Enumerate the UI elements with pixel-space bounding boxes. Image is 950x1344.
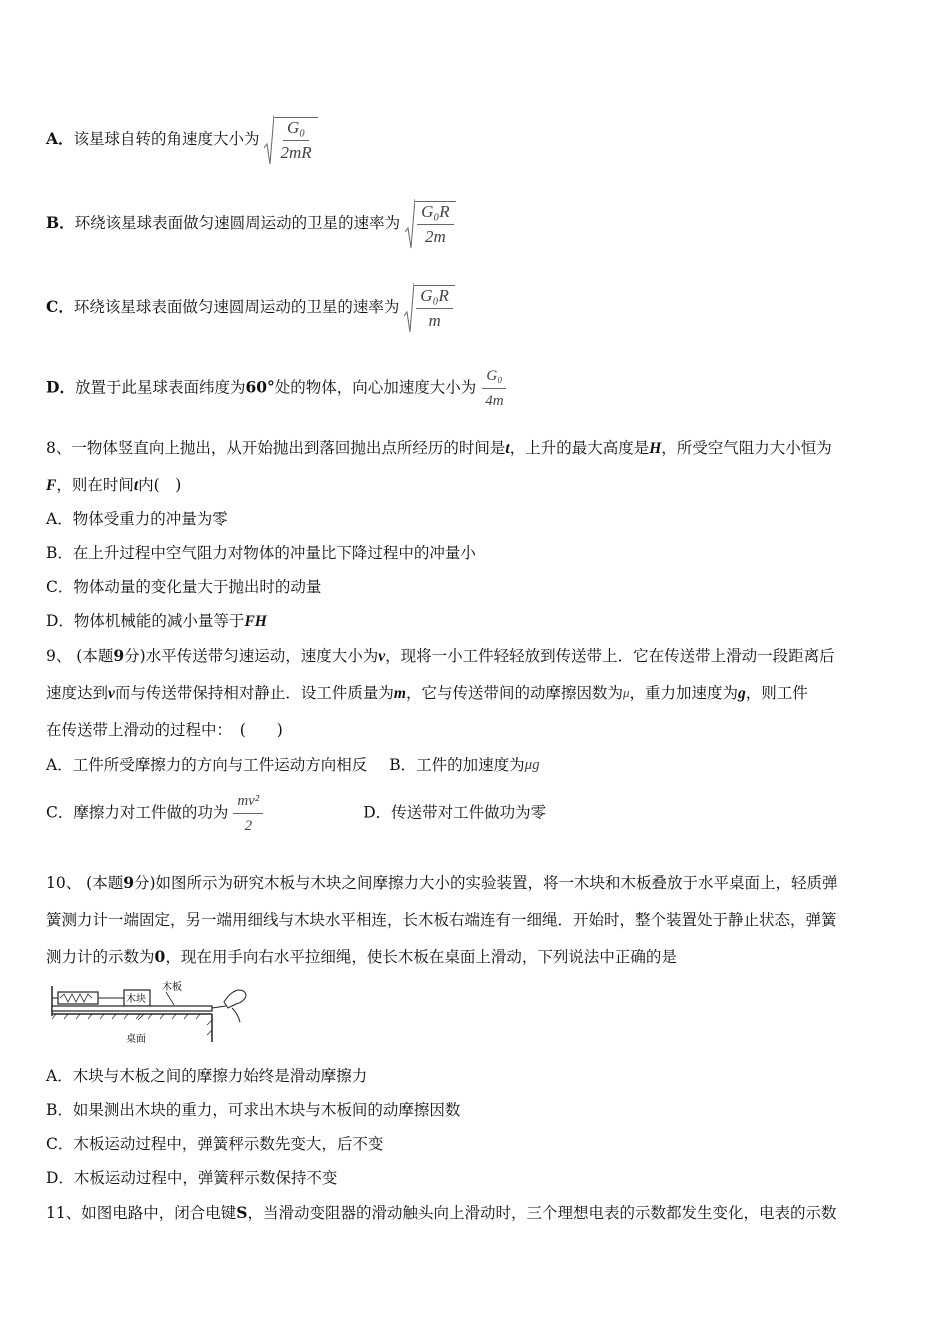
option-text: 该星球自转的角速度大小为	[73, 130, 260, 148]
q10-text: 分)如图所示为研究木板与木块之间摩擦力大小的实验装置，将一木块和木板叠放于水平桌面上，轻质弹	[134, 874, 838, 892]
q10-stem-line-3	[46, 946, 677, 968]
var-v: v	[108, 685, 115, 702]
experiment-diagram	[46, 980, 251, 1050]
option-text: 处的物体，向心加速度大小为	[274, 378, 477, 397]
frac-denominator: 2m	[424, 227, 446, 246]
q9-option-a: A．工件所受摩擦力的方向与工件运动方向相反	[46, 756, 368, 774]
q10-option-d: D．木板运动过程中，弹簧秤示数保持不变	[46, 1169, 338, 1187]
frac-denominator: m	[428, 311, 441, 330]
fraction-formula	[481, 366, 507, 411]
option-text: 放置于此星球表面纬度为	[74, 378, 246, 397]
q9-options-cd	[46, 791, 546, 836]
sqrt-formula	[404, 282, 455, 334]
q9-option-d: D．传送带对工件做功为零	[363, 803, 547, 822]
q8-text: ，上升的最大高度是	[509, 439, 650, 457]
q9-options-ab	[46, 754, 540, 776]
var-mu-g: μg	[524, 757, 540, 773]
q10-text: 测力计的示数为	[46, 948, 155, 966]
var-mu: μ	[623, 685, 630, 700]
q8-stem-line-2	[46, 474, 181, 497]
score: 9	[123, 873, 134, 892]
q8-text: 8、一物体竖直向上抛出，从开始抛出到落回抛出点所经历的时间是	[46, 439, 506, 457]
q11-text: 11、如图电路中，闭合电键	[46, 1204, 237, 1222]
q9-stem-line-2	[46, 682, 808, 705]
option-label: B．	[46, 213, 75, 232]
q10-text: 10、 (本题	[46, 874, 124, 892]
frac-denominator: 2mR	[280, 143, 312, 162]
board-pointer	[166, 992, 174, 1005]
q7-option-c	[46, 282, 455, 334]
var-g: g	[738, 685, 746, 702]
q9-option-b: B．工件的加速度为	[389, 756, 525, 774]
block-label: 木块	[126, 994, 146, 1005]
sqrt-formula	[264, 114, 317, 166]
q8-option-b: B．在上升过程中空气阻力对物体的冲量比下降过程中的冲量小	[46, 544, 476, 562]
q9-text: 分)水平传送带匀速运动，速度大小为	[124, 647, 379, 665]
q9-stem-line-3: 在传送带上滑动的过程中： ( )	[46, 721, 283, 739]
table-hatch	[52, 1014, 212, 1035]
q10-option-c: C．木板运动过程中，弹簧秤示数先变大，后不变	[46, 1135, 384, 1153]
q7-option-d	[46, 366, 508, 411]
frac-numerator: G₀	[482, 366, 506, 389]
option-label: A．	[46, 129, 74, 148]
q9-option-c: C．摩擦力对工件做的功为	[46, 803, 229, 822]
board	[52, 1006, 212, 1011]
var-t: t	[505, 440, 510, 457]
q9-stem-line-1	[46, 645, 835, 668]
value-zero: 0	[154, 947, 166, 966]
radical-sign	[404, 282, 414, 334]
sqrt-formula	[405, 198, 456, 250]
q9-text: 而与传送带保持相对静止．设工件质量为	[114, 684, 394, 702]
arm	[232, 1008, 240, 1022]
option-label: C．	[46, 297, 74, 316]
q7-option-b	[46, 198, 456, 250]
frac-numerator: G₀R	[417, 202, 454, 225]
q7-option-a	[46, 114, 318, 166]
option-text: 环绕该星球表面做匀速圆周运动的卫星的速率为	[74, 214, 401, 232]
var-S: S	[236, 1203, 248, 1222]
option-text: D．物体机械能的减小量等于	[46, 612, 245, 630]
var-m: m	[393, 685, 406, 702]
option-label: D．	[46, 377, 75, 397]
radical-sign	[264, 114, 274, 166]
apparatus-drawing	[46, 980, 251, 1046]
q11-text: ，当滑动变阻器的滑动触头向上滑动时，三个理想电表的示数都发生变化，电表的示数	[247, 1204, 837, 1222]
q8-option-a: A．物体受重力的冲量为零	[46, 510, 228, 528]
var-v: v	[378, 648, 386, 665]
frac-numerator: G₀	[283, 118, 309, 141]
frac-numerator: mv²	[233, 791, 263, 814]
board-label: 木板	[162, 982, 182, 993]
var-t: t	[133, 477, 139, 494]
q9-text: ，现将一小工件轻轻放到传送带上．它在传送带上滑动一段距离后	[385, 647, 835, 665]
q9-text: ，重力加速度为	[629, 684, 739, 702]
var-FH: FH	[244, 613, 267, 630]
frac-denominator: 2	[244, 818, 253, 834]
q9-text: 速度达到	[46, 684, 109, 702]
rope	[212, 1006, 226, 1008]
q10-text: ，现在用手向右水平拉细绳，使长木板在桌面上滑动，下列说法中正确的是	[165, 948, 677, 966]
radical-sign	[405, 198, 415, 250]
option-text: 环绕该星球表面做匀速圆周运动的卫星的速率为	[73, 298, 400, 316]
q9-text: 9、 (本题	[46, 647, 114, 665]
var-F: F	[46, 477, 57, 494]
degree-value: 60°	[245, 377, 275, 397]
q8-text: ，则在时间	[56, 476, 134, 494]
q10-stem-line-2: 簧测力计一端固定，另一端用细线与木块水平相连，长木板右端连有一细绳．开始时，整个装置处于静止状态，弹簧	[46, 911, 837, 929]
hand	[224, 990, 246, 1008]
q8-stem-line-1	[46, 437, 832, 460]
var-H: H	[649, 440, 662, 457]
score: 9	[113, 646, 125, 665]
q10-stem-line-1	[46, 872, 838, 894]
q8-option-c: C．物体动量的变化量大于抛出时的动量	[46, 578, 322, 596]
q9-text: ，则工件	[745, 684, 808, 702]
frac-numerator: G₀R	[416, 286, 453, 309]
q8-text: ，所受空气阻力大小恒为	[661, 439, 832, 457]
q11-stem-line-1	[46, 1202, 836, 1224]
table-label: 桌面	[126, 1034, 146, 1045]
q10-option-a: A．木块与木板之间的摩擦力始终是滑动摩擦力	[46, 1067, 368, 1085]
q8-text: 内( )	[138, 476, 182, 494]
fraction-formula	[233, 791, 263, 836]
q9-text: ，它与传送带间的动摩擦因数为	[405, 684, 623, 702]
q10-option-b: B．如果测出木块的重力，可求出木块与木板间的动摩擦因数	[46, 1101, 461, 1119]
frac-denominator: 4m	[485, 393, 504, 409]
q8-option-d	[46, 610, 267, 633]
